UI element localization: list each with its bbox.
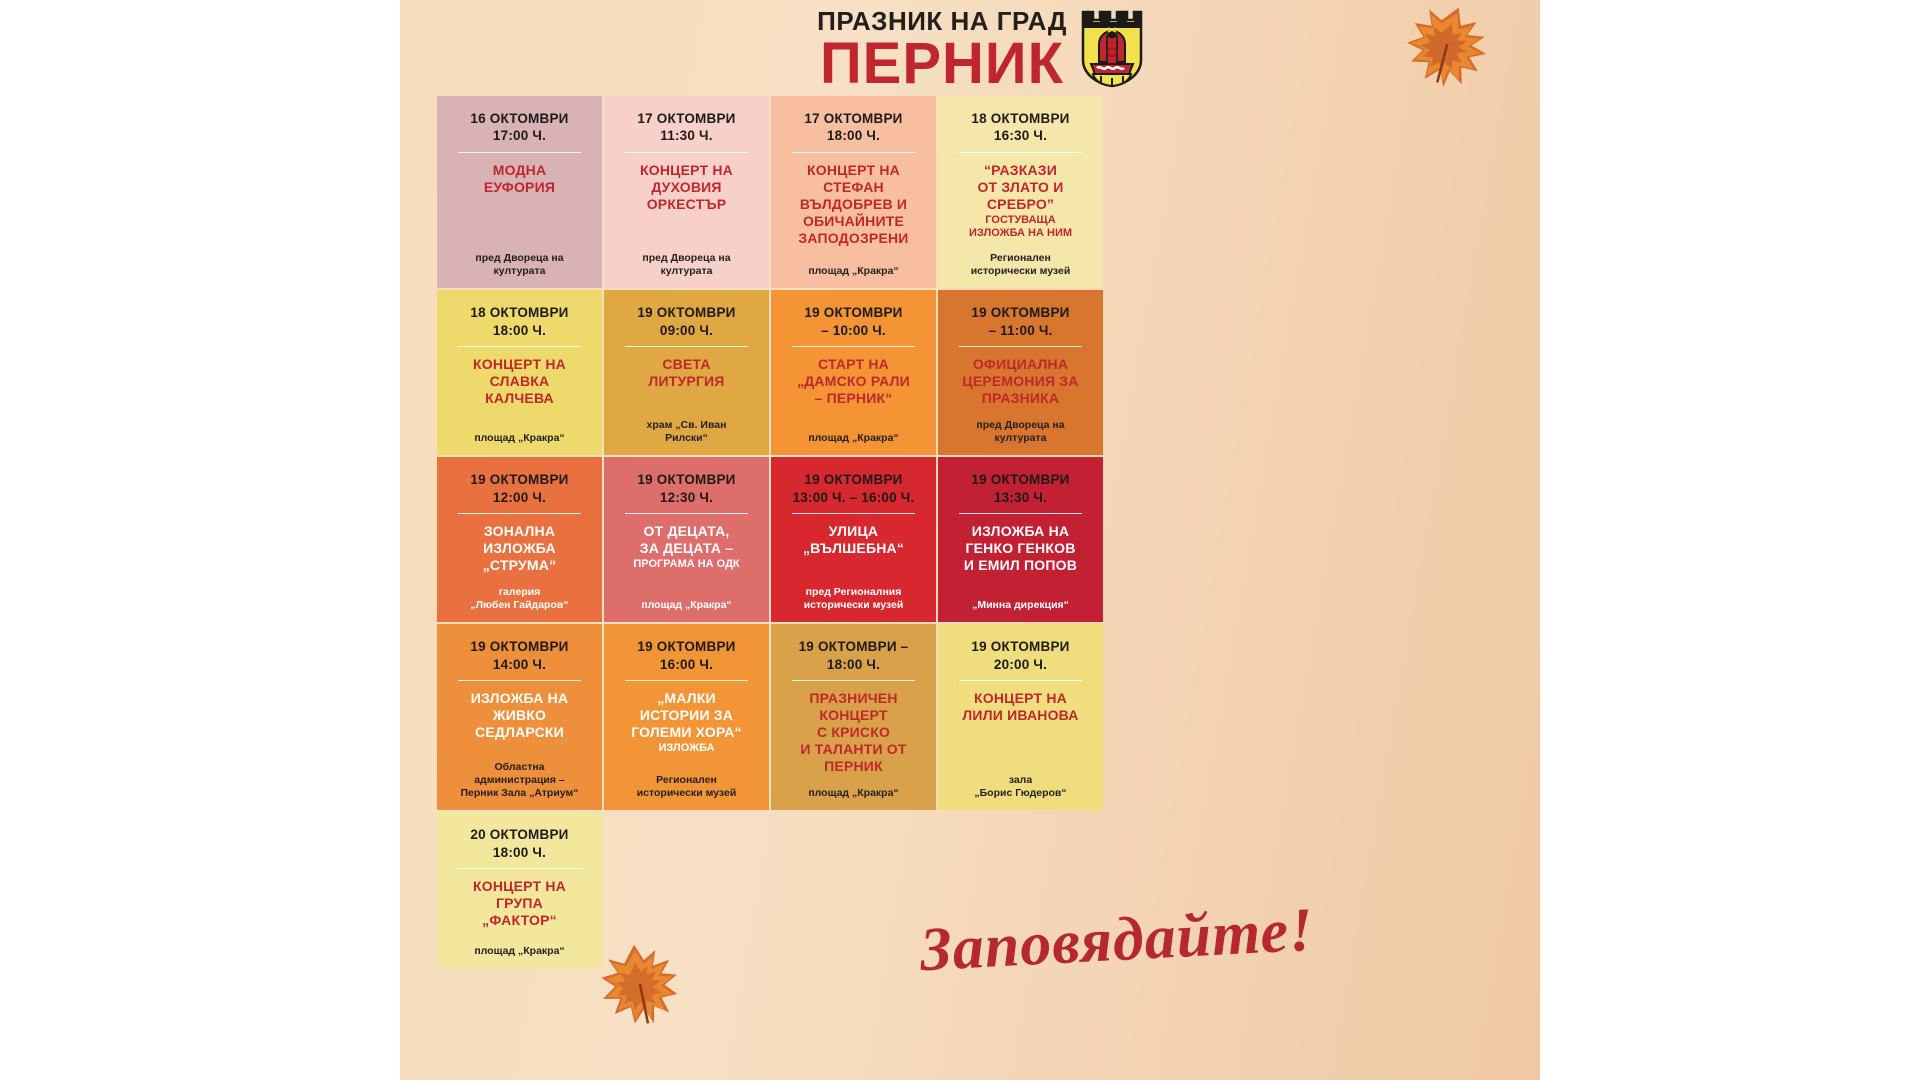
event-datetime: 19 ОКТОМВРИ 09:00 Ч.	[637, 305, 736, 338]
event-title: КОНЦЕРТ НА ЛИЛИ ИВАНОВА	[962, 689, 1079, 724]
event-card[interactable]	[437, 96, 602, 288]
event-title: ИЗЛОЖБА НА ЖИВКО СЕДЛАРСКИ	[470, 689, 569, 741]
event-datetime: 19 ОКТОМВРИ – 10:00 Ч.	[804, 305, 903, 338]
card-divider	[458, 513, 581, 514]
event-title: ИЗЛОЖБА НА ГЕНКО ГЕНКОВ И ЕМИЛ ПОПОВ	[963, 522, 1078, 574]
card-divider	[625, 513, 748, 514]
event-card[interactable]	[771, 290, 936, 455]
event-subtitle: ГОСТУВАЩА ИЗЛОЖБА НА НИМ	[968, 213, 1073, 239]
event-datetime: 19 ОКТОМВРИ – 11:00 Ч.	[971, 305, 1070, 338]
pernik-coat-of-arms-icon	[1081, 10, 1143, 88]
event-venue: площад „Кракра“	[808, 787, 899, 800]
card-divider	[625, 680, 748, 681]
event-datetime: 19 ОКТОМВРИ – 18:00 Ч.	[798, 639, 909, 672]
event-title: “РАЗКАЗИ ОТ ЗЛАТО И СРЕБРО”	[977, 161, 1064, 212]
event-title: МОДНА ЕУФОРИЯ	[483, 161, 556, 195]
event-card[interactable]	[604, 457, 769, 622]
event-card[interactable]	[771, 96, 936, 288]
card-divider	[458, 152, 581, 153]
schedule-row	[437, 624, 1503, 810]
event-datetime: 19 ОКТОМВРИ 12:30 Ч.	[637, 472, 736, 505]
event-title: УЛИЦА „ВЪЛШЕБНА“	[802, 522, 905, 557]
schedule-row	[437, 96, 1503, 288]
event-venue: площад „Кракра“	[808, 432, 899, 445]
page-title: ПЕРНИК	[819, 31, 1065, 96]
event-datetime: 19 ОКТОМВРИ 12:00 Ч.	[470, 472, 569, 505]
card-divider	[458, 868, 581, 869]
maple-leaf-icon	[585, 940, 697, 1028]
event-card[interactable]	[604, 96, 769, 288]
poster-titles	[817, 2, 1067, 96]
card-divider	[959, 513, 1082, 514]
card-divider	[792, 513, 915, 514]
event-datetime: 18 ОКТОМВРИ 16:30 Ч.	[971, 111, 1070, 144]
event-venue: Регионален исторически музей	[970, 252, 1071, 278]
card-divider	[959, 152, 1082, 153]
event-title: КОНЦЕРТ НА ДУХОВИЯ ОРКЕСТЪР	[640, 161, 733, 212]
empty-cell	[771, 812, 936, 968]
maple-leaf-icon	[1388, 2, 1508, 88]
event-title: „МАЛКИ ИСТОРИИ ЗА ГОЛЕМИ ХОРА“	[631, 689, 742, 741]
event-title: КОНЦЕРТ НА ГРУПА „ФАКТОР“	[473, 878, 566, 929]
card-divider	[959, 346, 1082, 347]
event-subtitle: ИЗЛОЖБА	[658, 742, 715, 755]
event-venue: площад „Кракра“	[474, 945, 565, 958]
event-datetime: 17 ОКТОМВРИ 11:30 Ч.	[637, 111, 736, 144]
event-title: КОНЦЕРТ НА СТЕФАН ВЪЛДОБРЕВ И ОБИЧАЙНИТЕ ЗАПОДОЗРЕНИ	[798, 161, 909, 246]
event-subtitle: ПРОГРАМА НА ОДК	[633, 558, 740, 571]
event-datetime: 19 ОКТОМВРИ 13:00 Ч. – 16:00 Ч.	[792, 472, 915, 505]
event-title: ОТ ДЕЦАТА, ЗА ДЕЦАТА –	[639, 522, 734, 557]
event-datetime: 17 ОКТОМВРИ 18:00 Ч.	[804, 111, 903, 144]
event-venue: Регионален исторически музей	[636, 774, 737, 800]
event-card[interactable]	[938, 290, 1103, 455]
event-card[interactable]	[938, 624, 1103, 810]
event-datetime: 19 ОКТОМВРИ 20:00 Ч.	[971, 639, 1070, 672]
signature-text: Заповядайте!	[918, 895, 1316, 985]
event-schedule-grid	[437, 96, 1503, 970]
card-divider	[959, 680, 1082, 681]
event-card[interactable]	[604, 624, 769, 810]
schedule-row	[437, 457, 1503, 622]
event-venue: пред Двореца на културата	[475, 252, 564, 278]
event-venue: храм „Св. Иван Рилски“	[646, 419, 727, 445]
page-title-eyebrow: ПРАЗНИК НА ГРАД	[817, 6, 1067, 36]
event-datetime: 20 ОКТОМВРИ 18:00 Ч.	[470, 827, 569, 860]
event-card[interactable]	[437, 624, 602, 810]
event-datetime: 18 ОКТОМВРИ 18:00 Ч.	[470, 305, 569, 338]
card-divider	[792, 346, 915, 347]
event-title: СТАРТ НА „ДАМСКО РАЛИ – ПЕРНИК“	[797, 355, 910, 407]
event-title: ЗОНАЛНА ИЗЛОЖБА „СТРУМА“	[482, 522, 557, 574]
event-card[interactable]	[604, 290, 769, 455]
event-venue: пред Двореца на културата	[976, 419, 1065, 445]
card-divider	[792, 680, 915, 681]
event-datetime: 19 ОКТОМВРИ 16:00 Ч.	[637, 639, 736, 672]
event-venue: площад „Кракра“	[808, 265, 899, 278]
poster	[400, 0, 1540, 1080]
event-title: ПРАЗНИЧЕН КОНЦЕРТ С КРИСКО И ТАЛАНТИ ОТ ПЕРНИК	[800, 689, 907, 775]
event-card[interactable]	[437, 457, 602, 622]
event-title: СВЕТА ЛИТУРГИЯ	[648, 355, 725, 389]
card-divider	[625, 346, 748, 347]
event-card[interactable]	[938, 96, 1103, 288]
event-card[interactable]	[771, 457, 936, 622]
event-card[interactable]	[771, 624, 936, 810]
schedule-row	[437, 290, 1503, 455]
event-venue: Областна администрация – Перник Зала „Атриум“	[460, 761, 579, 800]
card-divider	[625, 152, 748, 153]
event-title: КОНЦЕРТ НА СЛАВКА КАЛЧЕВА	[473, 355, 566, 407]
event-venue: пред Двореца на културата	[642, 252, 731, 278]
card-divider	[458, 680, 581, 681]
card-divider	[458, 346, 581, 347]
event-datetime: 19 ОКТОМВРИ 13:30 Ч.	[971, 472, 1070, 505]
event-title: ОФИЦИАЛНА ЦЕРЕМОНИЯ ЗА ПРАЗНИКА	[962, 355, 1079, 407]
event-venue: „Минна дирекция“	[972, 599, 1069, 612]
card-divider	[792, 152, 915, 153]
event-card[interactable]	[437, 290, 602, 455]
event-card[interactable]	[437, 812, 602, 968]
poster-header	[400, 0, 1540, 95]
event-card[interactable]	[938, 457, 1103, 622]
event-venue: зала „Борис Гюдеров“	[974, 774, 1067, 800]
event-venue: галерия „Любен Гайдаров“	[470, 586, 569, 612]
event-venue: пред Регионалния исторически музей	[803, 586, 904, 612]
event-datetime: 16 ОКТОМВРИ 17:00 Ч.	[470, 111, 569, 144]
event-venue: площад „Кракра“	[641, 599, 732, 612]
event-datetime: 19 ОКТОМВРИ 14:00 Ч.	[470, 639, 569, 672]
event-venue: площад „Кракра“	[474, 432, 565, 445]
